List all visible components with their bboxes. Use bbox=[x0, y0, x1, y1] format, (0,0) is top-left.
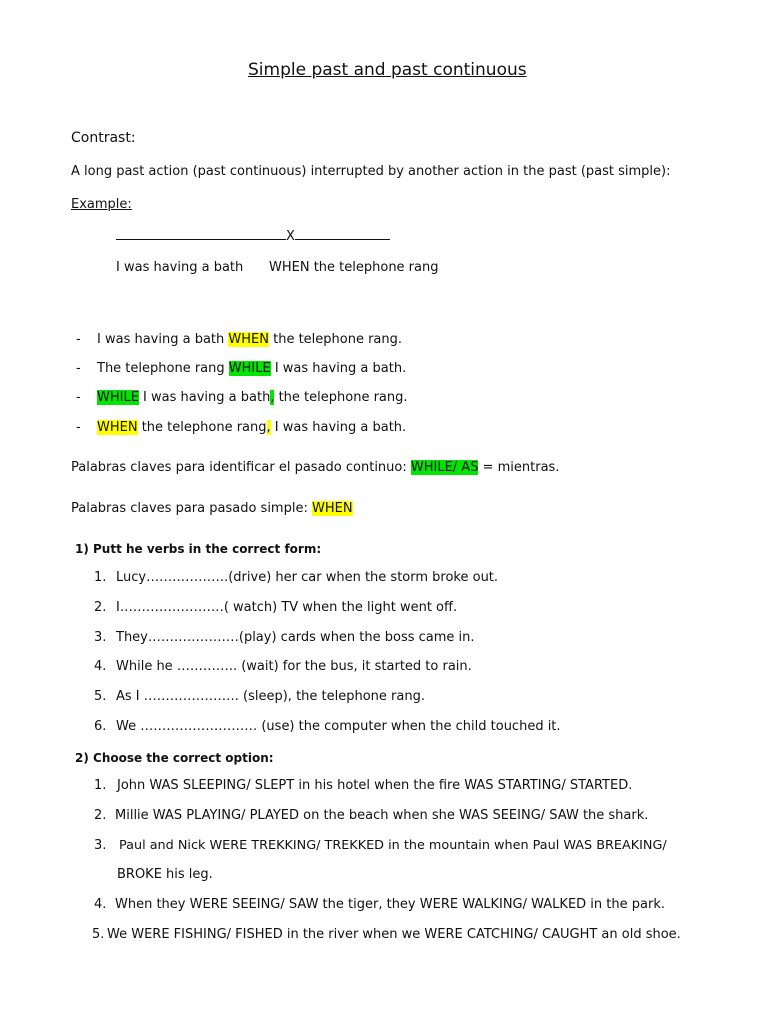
bullet-dash: - bbox=[76, 332, 81, 347]
exercise-item: John WAS SLEEPING/ SLEPT in his hotel when the fire WAS STARTING/ STARTED. bbox=[117, 778, 633, 793]
exercise-number: 1. bbox=[94, 570, 107, 585]
exercise-item: While he ………….. (wait) for the bus, it started to rain. bbox=[116, 659, 472, 674]
contrast-label: Contrast: bbox=[71, 130, 136, 146]
bullet-item bbox=[97, 360, 406, 378]
exercise-number: 3. bbox=[94, 630, 107, 645]
example-sentence-a: I was having a bath bbox=[116, 260, 244, 275]
exercise-number: 5. bbox=[92, 927, 105, 942]
bullet-text: The telephone rang bbox=[97, 361, 229, 376]
bullet-item bbox=[97, 331, 402, 349]
exercise-item: We ……………………… (use) the computer when the child touched it. bbox=[116, 719, 561, 734]
exercise-number: 4. bbox=[94, 897, 107, 912]
example-label: Example: bbox=[71, 197, 132, 212]
exercise-number: 5. bbox=[94, 689, 107, 704]
bullet-text: I was having a bath bbox=[97, 332, 229, 347]
exercise-item: Lucy……………….(drive) her car when the storm broke out. bbox=[116, 570, 499, 585]
exercise-item: Paul and Nick WERE TREKKING/ TREKKED in the mountain when Paul WAS BREAKING/ bbox=[119, 838, 667, 853]
keywords-text: = mientras. bbox=[478, 460, 560, 475]
comma-highlight: , bbox=[270, 390, 275, 405]
exercise1-title: 1) Putt he verbs in the correct form: bbox=[75, 542, 322, 556]
exercise-item: Millie WAS PLAYING/ PLAYED on the beach when she WAS SEEING/ SAW the shark. bbox=[115, 808, 649, 823]
keywords-continuous bbox=[71, 459, 559, 477]
bullet-text: I was having a bath. bbox=[270, 361, 407, 376]
exercise-number: 2. bbox=[94, 808, 107, 823]
bullet-text: I was having a bath bbox=[138, 390, 271, 405]
example-sentence-b: WHEN the telephone rang bbox=[269, 260, 439, 275]
bullet-item bbox=[97, 419, 406, 437]
bullet-text: the telephone rang. bbox=[268, 332, 403, 347]
exercise-item: I……………………( watch) TV when the light went off. bbox=[116, 600, 458, 615]
exercise-item: When they WERE SEEING/ SAW the tiger, they WERE WALKING/ WALKED in the park. bbox=[115, 897, 665, 912]
keywords-text: Palabras claves para pasado simple: bbox=[71, 501, 312, 516]
exercise-number: 6. bbox=[94, 719, 107, 734]
bullet-dash: - bbox=[76, 361, 81, 376]
bullet-text: the telephone rang. bbox=[274, 390, 408, 405]
exercise-item: As I …………………. (sleep), the telephone rang. bbox=[116, 689, 425, 704]
keywords-text: Palabras claves para identificar el pasado continuo: bbox=[71, 460, 411, 475]
exercise2-title: 2) Choose the correct option: bbox=[75, 751, 274, 765]
keyword-highlight: WHILE/ AS bbox=[410, 460, 479, 475]
exercise-item: We WERE FISHING/ FISHED in the river when we WERE CATCHING/ CAUGHT an old shoe. bbox=[107, 927, 681, 942]
exercise-item: They…………………(play) cards when the boss came in. bbox=[116, 630, 475, 645]
bullet-dash: - bbox=[76, 420, 81, 435]
bullet-text: I was having a bath. bbox=[270, 420, 407, 435]
exercise-number: 3. bbox=[94, 838, 107, 853]
timeline-line-right bbox=[295, 227, 390, 240]
exercise-item-continuation: BROKE his leg. bbox=[117, 867, 213, 882]
exercise-number: 2. bbox=[94, 600, 107, 615]
bullet-item bbox=[97, 389, 408, 407]
keyword-highlight: WHEN bbox=[97, 420, 138, 435]
timeline bbox=[116, 227, 390, 246]
comma-highlight: , bbox=[266, 420, 271, 435]
timeline-marker: X bbox=[286, 229, 295, 244]
keyword-highlight: WHEN bbox=[228, 332, 269, 347]
bullet-text: the telephone rang bbox=[137, 420, 267, 435]
exercise-number: 1. bbox=[94, 778, 107, 793]
exercise-number: 4. bbox=[94, 659, 107, 674]
bullet-dash: - bbox=[76, 390, 81, 405]
keyword-highlight: WHILE bbox=[97, 390, 139, 405]
keyword-highlight: WHEN bbox=[311, 501, 353, 516]
timeline-line-left bbox=[116, 227, 286, 240]
page-title: Simple past and past continuous bbox=[248, 60, 527, 80]
keywords-simple bbox=[71, 500, 353, 518]
keyword-highlight: WHILE bbox=[228, 361, 271, 376]
intro-text: A long past action (past continuous) interrupted by another action in the past (past simple): bbox=[71, 164, 671, 179]
